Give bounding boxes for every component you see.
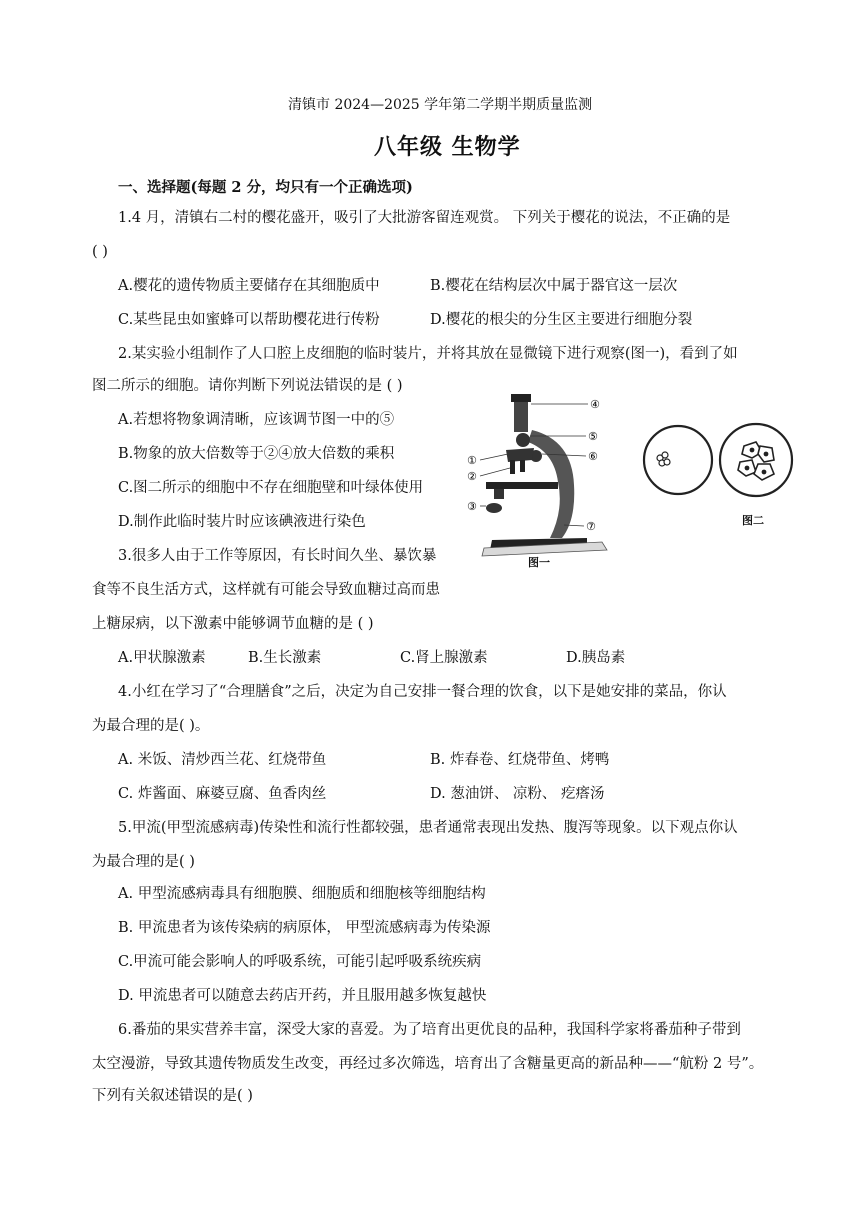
option-c: C.某些昆虫如蜜蜂可以帮助樱花进行传粉: [118, 312, 380, 328]
label-6: ⑥: [588, 450, 598, 463]
label-4: ④: [590, 398, 600, 411]
option-a: A.甲状腺激素: [118, 650, 206, 666]
page-title: 八年级 生物学: [374, 135, 521, 160]
option-b: B.物象的放大倍数等于②④放大倍数的乘积: [118, 446, 395, 462]
option-c: C.甲流可能会影响人的呼吸系统，可能引起呼吸系统疾病: [118, 954, 482, 970]
question-stem: 3.很多人由于工作等原因，有长时间久坐、暴饮暴: [118, 548, 437, 564]
option-d: D. 甲流患者可以随意去药店开药，并且服用越多恢复越快: [118, 988, 487, 1004]
question-stem: 2.某实验小组制作了人口腔上皮细胞的临时装片，并将其放在显微镜下进行观察(图一)，看到了如: [118, 346, 738, 362]
option-a: A.樱花的遗传物质主要储存在其细胞质中: [118, 278, 380, 294]
question-stem-cont: 下列有关叙述错误的是( ): [92, 1088, 253, 1104]
question-stem-cont: 为最合理的是( )。: [92, 718, 210, 734]
option-b: B. 炸春卷、红烧带鱼、烤鸭: [430, 752, 610, 768]
figure-1-caption: 图一: [528, 556, 550, 569]
question-stem: 1.4 月，清镇右二村的樱花盛开，吸引了大批游客留连观赏。 下列关于樱花的说法，不正确的是: [118, 210, 731, 226]
option-b: B. 甲流患者为该传染病的病原体， 甲型流感病毒为传染源: [118, 920, 491, 936]
option-a: A. 米饭、清炒西兰花、红烧带鱼: [118, 752, 327, 768]
label-1: ①: [467, 454, 477, 467]
option-a: A. 甲型流感病毒具有细胞膜、细胞质和细胞核等细胞结构: [118, 886, 486, 902]
option-d: D.胰岛素: [566, 650, 626, 666]
option-d: D.樱花的根尖的分生区主要进行细胞分裂: [430, 312, 693, 328]
section-heading: 一、选择题(每题 2 分，均只有一个正确选项): [118, 179, 413, 196]
option-b: B.樱花在结构层次中属于器官这一层次: [430, 278, 678, 294]
question-stem: 6.番茄的果实营养丰富，深受大家的喜爱。为了培育出更优良的品种，我国科学家将番茄种子带到: [118, 1022, 741, 1038]
question-stem-cont: 太空漫游，导致其遗传物质发生改变，再经过多次筛选，培育出了含糖量更高的新品种——“航粉 2 号”。: [92, 1056, 764, 1072]
question-stem-cont: 上糖尿病，以下激素中能够调节血糖的是 ( ): [92, 616, 374, 632]
question-stem: 5.甲流(甲型流感病毒)传染性和流行性都较强，患者通常表现出发热、腹泻等现象。以下观点你认: [118, 820, 738, 836]
label-5: ⑤: [588, 430, 598, 443]
question-stem-cont: 为最合理的是( ): [92, 854, 195, 870]
exam-subtitle: 清镇市 2024—2025 学年第二学期半期质量监测: [288, 97, 593, 113]
option-c: C.图二所示的细胞中不存在细胞壁和叶绿体使用: [118, 480, 424, 496]
question-stem-cont: 图二所示的细胞。请你判断下列说法错误的是 ( ): [92, 378, 403, 394]
option-b: B.生长激素: [248, 650, 322, 666]
option-d: D. 葱油饼、 凉粉、 疙瘩汤: [430, 786, 605, 802]
question-stem: 4.小红在学习了“合理膳食”之后，决定为自己安排一餐合理的饮食，以下是她安排的菜品，你认: [118, 684, 727, 700]
option-c: C.肾上腺激素: [400, 650, 488, 666]
figure-2-caption: 图二: [742, 514, 764, 527]
option-d: D.制作此临时装片时应该碘液进行染色: [118, 514, 366, 530]
option-c: C. 炸酱面、麻婆豆腐、鱼香肉丝: [118, 786, 327, 802]
figure-2-cells: [640, 418, 810, 530]
option-a: A.若想将物象调清晰，应该调节图一中的⑤: [118, 412, 395, 428]
label-7: ⑦: [586, 520, 596, 533]
question-stem-cont: 食等不良生活方式，这样就有可能会导致血糖过高而患: [92, 582, 440, 598]
figure-1-microscope: [462, 390, 622, 570]
cell-views-illustration: [640, 418, 810, 510]
label-2: ②: [467, 470, 477, 483]
microscope-illustration: [462, 390, 622, 570]
label-3: ③: [467, 500, 477, 513]
answer-bracket: ( ): [92, 244, 108, 260]
